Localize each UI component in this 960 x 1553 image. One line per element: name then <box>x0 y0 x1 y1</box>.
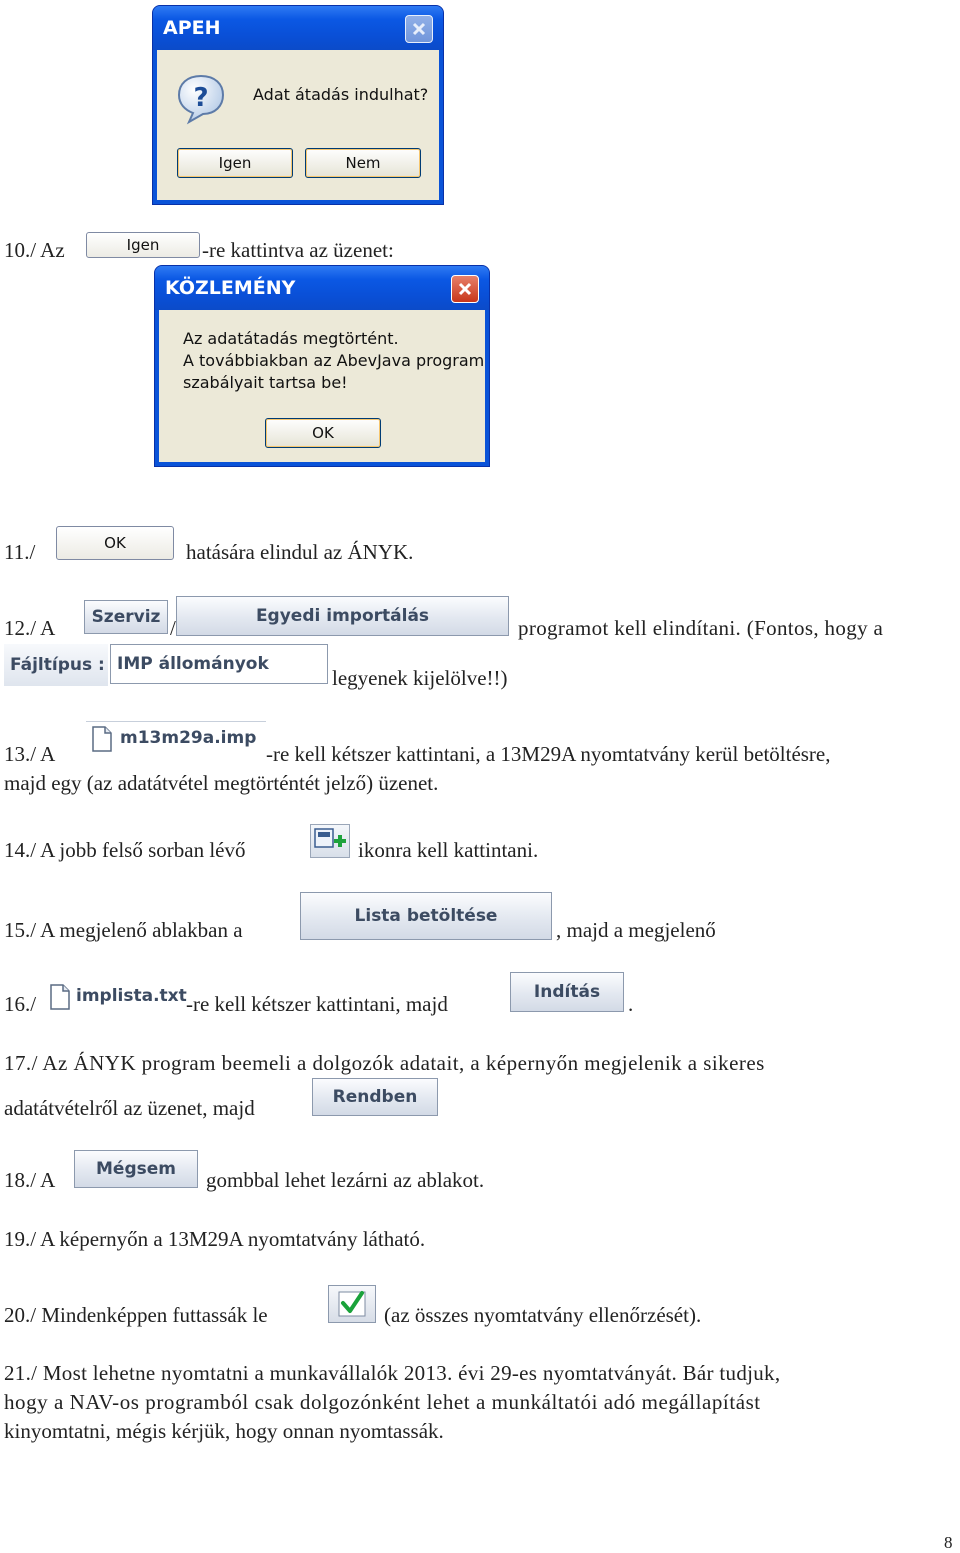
filetype-select[interactable]: IMP állományok <box>110 644 328 684</box>
lista-betoltese-button[interactable]: Lista betöltése <box>300 892 552 940</box>
step-10-text-b: -re kattintva az üzenet: <box>202 238 394 262</box>
step-12-text-b: programot kell elindítani. (Fontos, hogy a <box>518 616 884 640</box>
step-17-text-b: adatátvételről az üzenet, majd <box>4 1096 255 1120</box>
kozlemeny-dialog <box>154 265 490 467</box>
step-21-line-2: hogy a NAV-os programból csak dolgozónként lehet a munkáltatói adó megállapítást <box>4 1390 761 1414</box>
no-button[interactable]: Nem <box>305 148 421 178</box>
svg-text:?: ? <box>193 83 209 113</box>
step-12-text-c: legyenek kijelölve!!) <box>332 666 508 690</box>
egyedi-importalas-menu[interactable]: Egyedi importálás <box>176 596 509 636</box>
file-icon <box>50 984 70 1010</box>
step-10-text-a: 10./ Az <box>4 238 65 262</box>
szerviz-menu[interactable]: Szerviz <box>84 600 168 634</box>
close-icon[interactable] <box>451 275 479 303</box>
file-m13m29a-label: m13m29a.imp <box>120 728 257 748</box>
step-12-slash: / <box>170 616 176 640</box>
step-20-text-b: (az összes nyomtatvány ellenőrzését). <box>384 1303 702 1327</box>
step-17-text-a: 17./ Az ÁNYK program beemeli a dolgozók adatait, a képernyőn megjelenik a sikeres <box>4 1051 765 1075</box>
inline-yes-button[interactable]: Igen <box>86 232 200 258</box>
inditas-button[interactable]: Indítás <box>510 972 624 1012</box>
apeh-dialog <box>152 5 444 205</box>
step-16-text-a: 16./ <box>4 992 37 1016</box>
step-15-text-a: 15./ A megjelenő ablakban a <box>4 918 243 942</box>
step-16-text-c: . <box>628 992 634 1016</box>
step-12-text-a: 12./ A <box>4 616 56 640</box>
step-11-text-a: 11./ <box>4 540 36 564</box>
filetype-label: Fájltípus : <box>4 644 108 686</box>
step-21-line-3: kinyomtatni, mégis kérjük, hogy onnan nyomtassák. <box>4 1419 444 1443</box>
step-21-line-1: 21./ Most lehetne nyomtatni a munkavállalók 2013. évi 29-es nyomtatványát. Bár tudjuk, <box>4 1361 781 1385</box>
step-13-text-c: majd egy (az adatátvétel megtörténtét jelző) üzenet. <box>4 771 439 795</box>
step-18-text-b: gombbal lehet lezárni az ablakot. <box>206 1168 485 1192</box>
step-18-text-a: 18./ A <box>4 1168 56 1192</box>
apeh-message: Adat átadás indulhat? <box>253 85 429 104</box>
step-14-text-b: ikonra kell kattintani. <box>358 838 539 862</box>
question-icon <box>173 70 229 126</box>
yes-button[interactable]: Igen <box>177 148 293 178</box>
rendben-button[interactable]: Rendben <box>312 1078 438 1116</box>
step-13-text-b: -re kell kétszer kattintani, a 13M29A nyomtatvány kerül betöltésre, <box>266 742 831 766</box>
close-icon[interactable] <box>405 15 433 43</box>
step-20-text-a: 20./ Mindenképpen futtassák le <box>4 1303 268 1327</box>
kozlemeny-line-1: Az adatátadás megtörtént. <box>183 329 399 348</box>
file-implista[interactable] <box>46 982 187 1012</box>
check-icon[interactable] <box>328 1285 376 1323</box>
kozlemeny-line-2: A továbbiakban az AbevJava program <box>183 351 485 370</box>
kozlemeny-line-3: szabályait tartsa be! <box>183 373 348 392</box>
file-m13m29a[interactable] <box>86 721 266 756</box>
file-icon <box>92 726 112 752</box>
step-19-text: 19./ A képernyőn a 13M29A nyomtatvány látható. <box>4 1227 426 1251</box>
step-11-text-b: hatására elindul az ÁNYK. <box>186 540 414 564</box>
inline-ok-button[interactable]: OK <box>56 526 174 560</box>
ok-button[interactable]: OK <box>265 418 381 448</box>
page-number: 8 <box>944 1533 953 1552</box>
step-16-text-b: -re kell kétszer kattintani, majd <box>186 992 448 1016</box>
step-15-text-b: , majd a megjelenő <box>556 918 716 942</box>
kozlemeny-dialog-title: KÖZLEMÉNY <box>155 266 489 310</box>
apeh-dialog-title: APEH <box>153 6 443 50</box>
file-implista-label: implista.txt <box>76 986 187 1006</box>
import-icon[interactable] <box>310 824 350 858</box>
megsem-button[interactable]: Mégsem <box>74 1150 198 1188</box>
step-14-text-a: 14./ A jobb felső sorban lévő <box>4 838 246 862</box>
step-13-text-a: 13./ A <box>4 742 56 766</box>
